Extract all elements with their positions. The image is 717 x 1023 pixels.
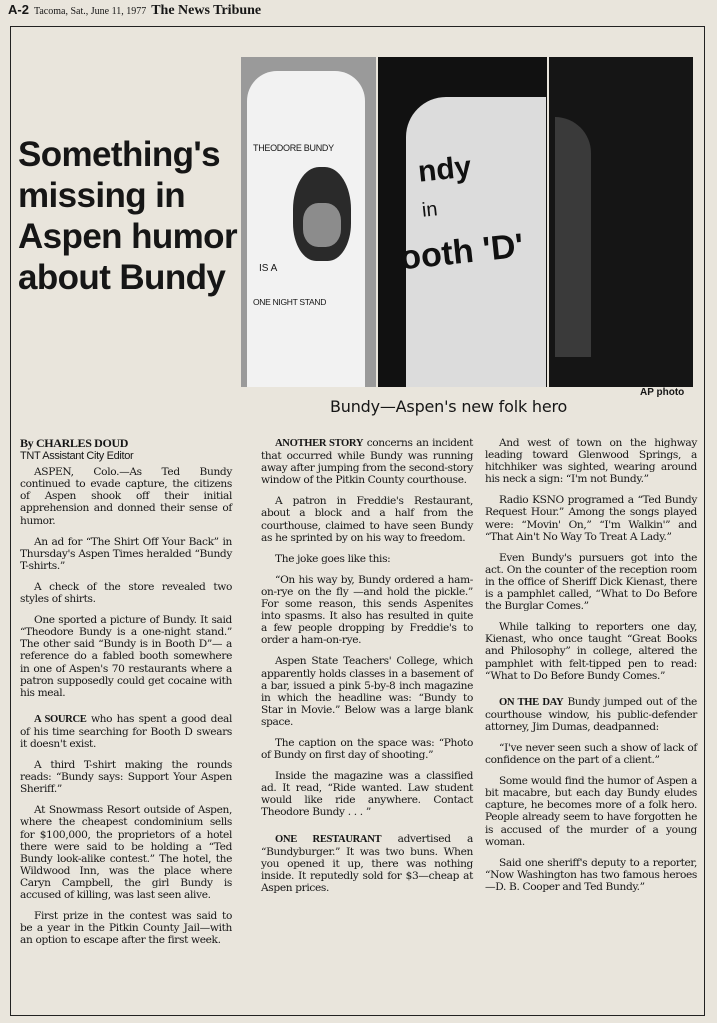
paragraph: An ad for “The Shirt Off Your Back” in Thursday's Aspen Times heralded “Bundy T-shirts.” [20, 535, 232, 572]
paragraph: Aspen State Teachers' College, which apparently holds classes in a basement of a bar, issued a pink 5-by-8 inch magazine in which the headline was: “Bundy to Star in Movie.” Below was a large blank space. [261, 655, 473, 728]
photo-tshirt-booth-d [378, 57, 547, 387]
headline [18, 135, 238, 299]
paragraph [261, 437, 473, 486]
paragraph: The joke goes like this: [275, 552, 391, 565]
section-lead: A SOURCE [34, 713, 87, 725]
paragraph: A check of the store revealed two styles of shirts. [20, 580, 232, 606]
paragraph: Inside the magazine was a classified ad. It read, “Ride wanted. Law student would like ride anywhere. Contact Theodore Bundy . . . ” [261, 770, 473, 819]
shirt-text: ndy [416, 150, 473, 189]
paragraph: Some would find the humor of Aspen a bit macabre, but each day Bundy eludes capture, he becomes more of a folk hero. People already seem to have forgotten he is accused of the murder of a young woman. [485, 775, 697, 848]
byline-name: By CHARLES DOUD [20, 436, 129, 450]
headline-line: missing in [18, 175, 186, 215]
paragraph: While talking to reporters one day, Kienast, who once taught “Great Books and Philosophy” in college, altered the pamphlet with felt-tipped pen to read: “What to Do Before Bundy Comes.” [485, 621, 697, 682]
section-lead: ON THE DAY [499, 696, 564, 708]
dateline: Tacoma, Sat., June 11, 1977 [33, 6, 147, 17]
photo-dark-panel [549, 57, 693, 387]
paragraph [20, 713, 232, 750]
paragraph-text: concerns an incident that occurred while Bundy was running away after jumping from the second-story window of the Pitkin County courthouse. [261, 437, 473, 487]
paragraph: “On his way by, Bundy ordered a ham-on-rye on the fly —and hold the pickle.” For some reason, this sends Aspenites into spasms. It also has resulted in quite a few people dropping by Freddie's to order a ham-on-rye. [261, 573, 473, 647]
photo-tshirt-one-night-stand [241, 57, 376, 387]
headline-line: about Bundy [18, 257, 226, 297]
masthead [8, 2, 709, 24]
article-column-2 [261, 437, 473, 903]
paragraph [261, 833, 473, 894]
photo-credit: AP photo [640, 387, 685, 398]
photo-caption: Bundy—Aspen's new folk hero [330, 397, 568, 416]
paragraph: “I've never seen such a show of lack of confidence on the part of a client.” [485, 741, 697, 767]
paper-name: The News Tribune [151, 3, 262, 18]
page-number: A-2 [8, 2, 29, 17]
paragraph [485, 696, 697, 733]
headline-line: Something's [18, 135, 221, 174]
paragraph: A patron in Freddie's Restaurant, about a block and a half from the courthouse, claimed to have seen Bundy as he sprinted by on his way to freedom. [261, 495, 473, 544]
paragraph-text: advertised a “Bundyburger.” It was two buns. When you opened it up, there was nothing inside. It reputedly sold for $3—cheap at Aspen prices. [261, 832, 473, 894]
headline-line: Aspen humor [18, 216, 237, 256]
paragraph: One sported a picture of Bundy. It said “Theodore Bundy is a one-night stand.” The other said “Bundy is in Booth D”— a reference do a fabled booth somewhere in one of Aspen's 70 restaurants where a patron supposedly could get cocaine with his meal. [20, 614, 232, 699]
shirt-edge-shape [555, 117, 591, 357]
byline-title: TNT Assistant City Editor [20, 450, 134, 463]
paragraph: Radio KSNO programed a “Ted Bundy Request Hour.” Among the songs played were: “Movin' On,” “I'm Walkin'” and “That Ain't No Way To Treat A Lady.” [485, 494, 697, 543]
section-lead: ONE RESTAURANT [275, 833, 382, 845]
paragraph: Said one sheriff's deputy to a reporter, “Now Washington has two famous heroes—D. B. Cooper and Ted Bundy.” [485, 856, 697, 893]
paragraph: First prize in the contest was said to be a year in the Pitkin County Jail—with an option to escape after the first week. [20, 910, 232, 947]
article-column-1 [20, 437, 232, 955]
tshirt-shape [247, 71, 365, 387]
paragraph: The caption on the space was: “Photo of Bundy on first day of shooting.” [261, 736, 473, 762]
section-lead: ANOTHER STORY [275, 438, 364, 449]
paragraph: ASPEN, Colo.—As Ted Bundy continued to evade capture, the citizens of Aspen shook off their initial apprehension and donned their sense of humor. [20, 466, 232, 527]
shirt-text: in [420, 198, 439, 222]
bundy-portrait-icon [293, 167, 351, 261]
shirt-text: ooth 'D' [398, 226, 526, 278]
photo-strip [241, 57, 693, 387]
shirt-text: THEODORE BUNDY [253, 143, 334, 153]
paragraph-text: Bundy jumped out of the courthouse window, his public-defender attorney, Jim Dumas, deadpanned: [485, 695, 697, 733]
paragraph: And west of town on the highway leading toward Glenwood Springs, a hitchhiker was sighted, wearing around his neck a sign: “I'm not Bundy.” [485, 437, 697, 486]
paragraph: Even Bundy's pursuers got into the act. On the counter of the reception room in the office of Sheriff Dick Kienast, there is a pamphlet called, “What to Do Before the Burglar Comes.” [485, 551, 697, 613]
article-column-3 [485, 437, 697, 902]
paragraph-text: who has spent a good deal of his time searching for Booth D swears it doesn't exist. [20, 712, 232, 750]
paragraph: At Snowmass Resort outside of Aspen, where the cheapest condominium sells for $100,000, the proprietors of a hotel there were said to be holding a “Ted Bundy look-alike contest.” The hotel, the Wildwood Inn, was the place where Caryn Campbell, the girl Bundy is accused of killing, was last seen alive. [20, 804, 232, 901]
shirt-text: IS A [259, 263, 278, 274]
shirt-text: ONE NIGHT STAND [253, 297, 327, 307]
paragraph: A third T-shirt making the rounds reads: “Bundy says: Support Your Aspen Sheriff.” [20, 759, 232, 796]
